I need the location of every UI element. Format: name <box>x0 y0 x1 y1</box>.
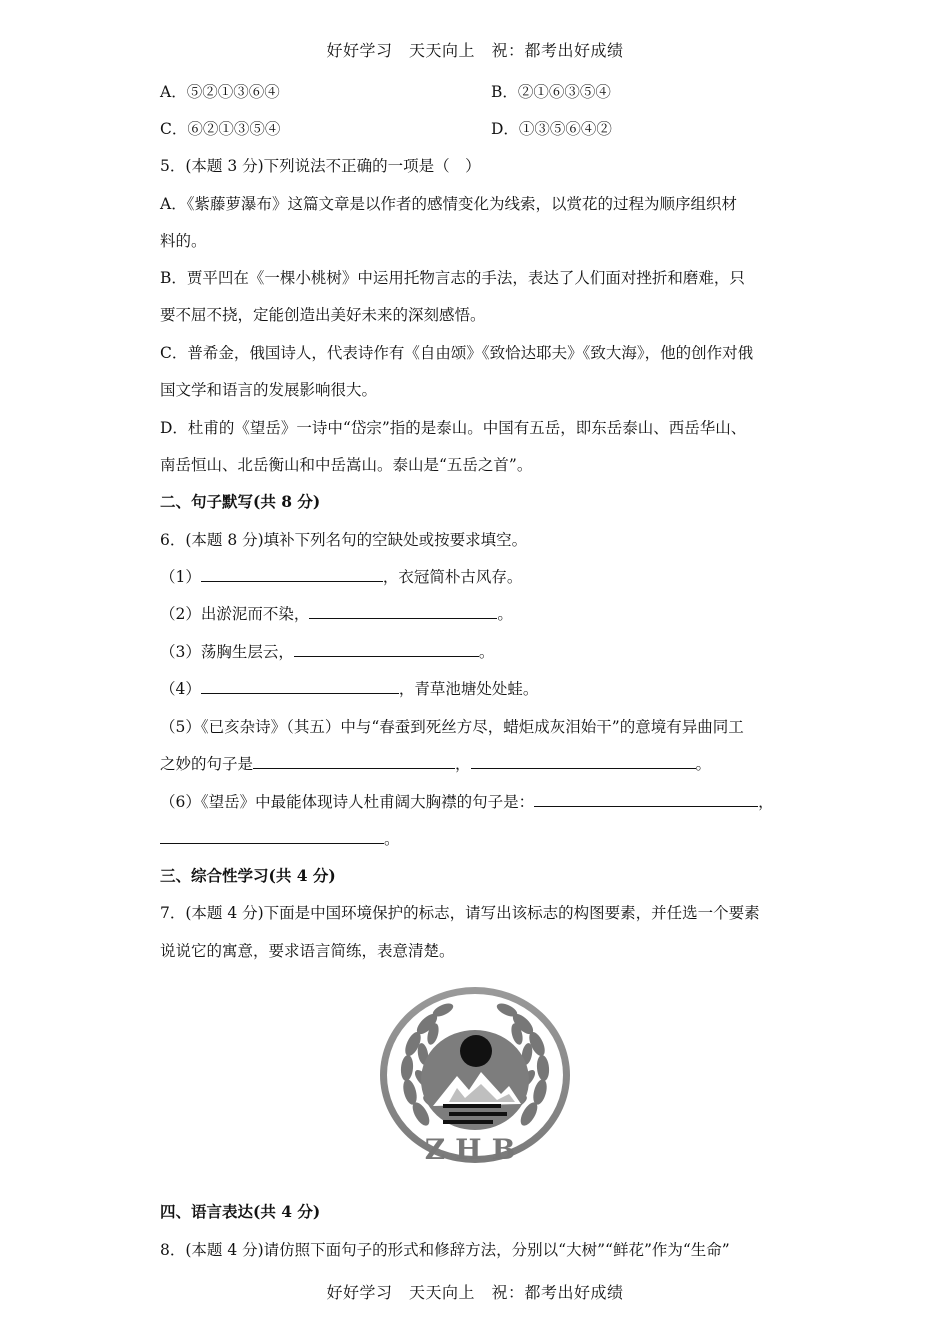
q6-item-2-prefix: （2）出淤泥而不染， <box>160 605 310 623</box>
q5-option-a-line2: 料的。 <box>160 232 207 250</box>
q5-option-a-line1: A．《紫藤萝瀑布》这篇文章是以作者的感情变化为线索，以赏花的过程为顺序组织材 <box>160 195 737 213</box>
answer-blank[interactable] <box>160 829 384 844</box>
q6-item-2-suffix: 。 <box>497 605 513 623</box>
q5-option-b-line2: 要不屈不挠，定能创造出美好未来的深刻感悟。 <box>160 306 486 324</box>
q5-option-d-line2: 南岳恒山、北岳衡山和中岳嵩山。泰山是“五岳之首”。 <box>160 456 533 474</box>
sun-icon <box>460 1035 492 1067</box>
q6-item-4-prefix: （4） <box>160 680 201 698</box>
answer-blank[interactable] <box>294 642 479 657</box>
logo-lettering: ZHB <box>424 1133 526 1166</box>
answer-blank[interactable] <box>201 679 399 694</box>
q8-line1: 8．(本题 4 分)请仿照下面句子的形式和修辞方法，分别以“大树”“鲜花”作为“生命” <box>160 1241 730 1259</box>
q5-option-d-line1: D．杜甫的《望岳》一诗中“岱宗”指的是泰山。中国有五岳，即东岳泰山、西岳华山、 <box>160 419 747 437</box>
q5-option-c-line2: 国文学和语言的发展影响很大。 <box>160 381 378 399</box>
page-footer: 好好学习 天天向上 祝：都考出好成绩 <box>326 1283 624 1302</box>
q6-item-3-prefix: （3）荡胸生层云， <box>160 643 294 661</box>
q6-item-2 <box>160 604 513 624</box>
q6-item-6-comma: ， <box>758 793 774 811</box>
q4-option-d: D．①③⑤⑥④② <box>491 120 612 138</box>
answer-blank[interactable] <box>534 792 758 807</box>
q6-item-5-line1: （5）《已亥杂诗》（其五）中与“春蚕到死丝方尽，蜡炬成灰泪始干”的意境有异曲同工 <box>160 718 744 736</box>
q6-item-5-prefix: 之妙的句子是 <box>160 755 254 773</box>
q6-item-4 <box>160 679 538 699</box>
q5-stem: 5．(本题 3 分)下列说法不正确的一项是（ ） <box>160 157 481 175</box>
section3-title: 三、综合性学习(共 4 分) <box>160 866 336 885</box>
q6-stem: 6．(本题 8 分)填补下列名句的空缺处或按要求填空。 <box>160 531 528 549</box>
q6-item-1-suffix: ，衣冠简朴古风存。 <box>382 568 523 586</box>
q6-item-5-line2 <box>160 754 711 774</box>
q6-item-1 <box>160 567 522 587</box>
q6-item-6-line1 <box>160 792 774 812</box>
environmental-protection-logo <box>377 984 573 1166</box>
q6-item-5-suffix: 。 <box>695 755 712 773</box>
section2-title: 二、句子默写(共 8 分) <box>160 492 321 511</box>
q6-item-3 <box>160 642 494 662</box>
answer-blank[interactable] <box>471 754 696 769</box>
q6-item-6-prefix: （6）《望岳》中最能体现诗人杜甫阔大胸襟的句子是： <box>160 793 535 811</box>
page-header: 好好学习 天天向上 祝：都考出好成绩 <box>326 41 624 60</box>
q5-option-c-line1: C．普希金，俄国诗人，代表诗作有《自由颂》《致恰达耶夫》《致大海》，他的创作对俄 <box>160 344 754 362</box>
q6-item-6-suffix: 。 <box>384 830 400 848</box>
q6-item-3-suffix: 。 <box>478 643 495 661</box>
q6-item-1-prefix: （1） <box>160 568 201 586</box>
q4-option-c: C．⑥②①③⑤④ <box>160 120 281 138</box>
section4-title: 四、语言表达(共 4 分) <box>160 1202 321 1221</box>
q6-item-5-comma: ， <box>455 755 471 773</box>
answer-blank[interactable] <box>201 567 383 582</box>
answer-blank[interactable] <box>309 604 497 619</box>
q7-line2: 说说它的寓意，要求语言简练，表意清楚。 <box>160 942 455 960</box>
q7-line1: 7．(本题 4 分)下面是中国环境保护的标志，请写出该标志的构图要素，并任选一个要素 <box>160 904 760 922</box>
q4-option-a: A．⑤②①③⑥④ <box>160 83 280 101</box>
answer-blank[interactable] <box>253 754 455 769</box>
q5-option-b-line1: B．贾平凹在《一棵小桃树》中运用托物言志的手法，表达了人们面对挫折和磨难，只 <box>160 269 745 287</box>
q6-item-6-line2 <box>160 829 400 849</box>
q6-item-4-suffix: ，青草池塘处处蛙。 <box>398 680 539 698</box>
q4-option-b: B．②①⑥③⑤④ <box>491 83 611 101</box>
